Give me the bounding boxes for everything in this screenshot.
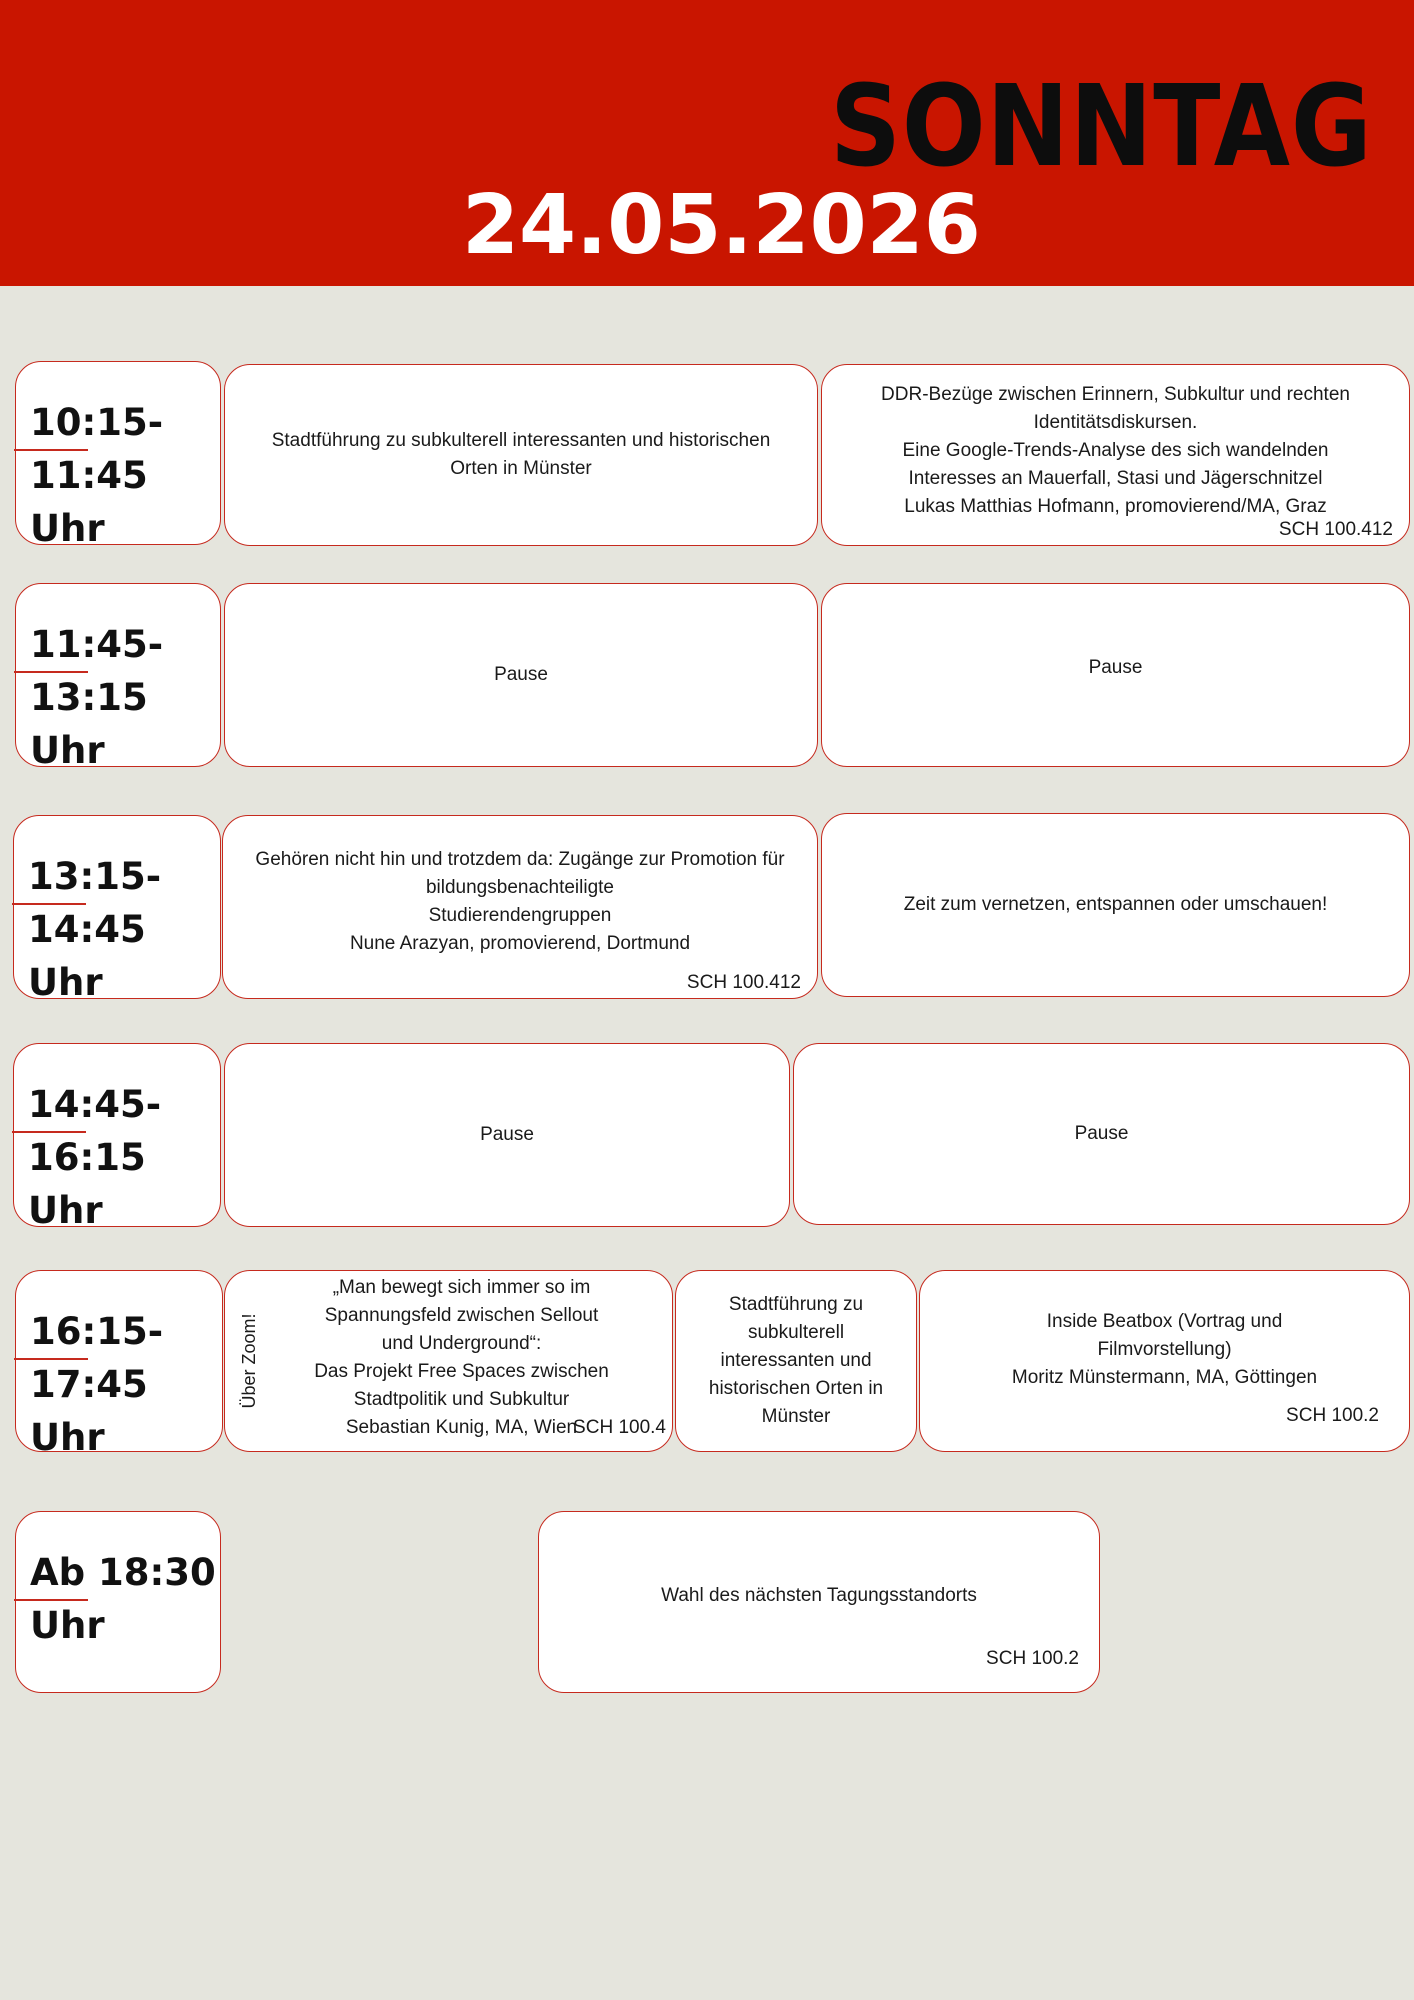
- event-text: Stadtführung zu subkulterell interessanten und historischen Orten in Münster: [708, 1294, 884, 1427]
- event-beatbox-talk: [919, 1270, 1410, 1452]
- event-pause: [224, 583, 818, 767]
- event-venue-election: [538, 1511, 1100, 1693]
- date-title: 24.05.2026: [462, 178, 981, 273]
- event-text: Gehören nicht hin und trotzdem da: Zugänge zur Promotion für bildungsbenachteiligte Studierendengruppen Nune Arazyan, promovierend, Dortmund: [255, 849, 785, 954]
- time-label: 14:45- 16:15 Uhr: [28, 1083, 162, 1232]
- event-text: „Man bewegt sich immer so im Spannungsfeld zwischen Sellout und Underground“: Das Projekt Free Spaces zwischen Stadtpolitik und Subkultur Sebastian Kunig, MA, Wien: [314, 1277, 609, 1438]
- event-text: DDR-Bezüge zwischen Erinnern, Subkultur und rechten Identitätsdiskursen. Eine Google-Trends-Analyse des sich wandelnden Interesses an Mauerfall, Stasi und Jägerschnitzel Lukas Matthias Hofmann, promovierend/MA, Graz: [881, 384, 1350, 517]
- time-label: 10:15- 11:45 Uhr: [30, 401, 164, 550]
- event-text: Inside Beatbox (Vortrag und Filmvorstellung) Moritz Münstermann, MA, Göttingen: [1011, 1311, 1318, 1388]
- room-label: SCH 100.412: [1278, 519, 1393, 540]
- day-title: SONNTAG: [830, 62, 1373, 192]
- event-pause: [821, 583, 1410, 767]
- time-slot-4: [13, 1043, 221, 1232]
- event-city-tour: [224, 364, 818, 546]
- event-text: Zeit zum vernetzen, entspannen oder umschauen!: [903, 894, 1328, 915]
- time-slot-5: [15, 1270, 223, 1459]
- event-pause: [793, 1043, 1410, 1225]
- divider: [14, 449, 88, 451]
- event-free-spaces-talk: [224, 1270, 673, 1452]
- time-label: 11:45- 13:15 Uhr: [30, 623, 164, 772]
- event-text: Wahl des nächsten Tagungsstandorts: [661, 1585, 977, 1606]
- event-pause: [224, 1043, 790, 1227]
- event-networking: [821, 813, 1410, 997]
- event-text: Pause: [1088, 657, 1143, 678]
- time-label: Ab 18:30 Uhr: [30, 1551, 216, 1647]
- event-text: Pause: [494, 664, 548, 685]
- room-label: SCH 100.2: [986, 1648, 1079, 1669]
- event-promotion-talk: [222, 815, 818, 999]
- room-label: SCH 100.412: [686, 972, 801, 993]
- room-label: SCH 100.2: [1286, 1405, 1379, 1426]
- time-label: 16:15- 17:45 Uhr: [30, 1310, 164, 1459]
- time-slot-6: [15, 1511, 221, 1693]
- event-text: Pause: [1074, 1123, 1129, 1144]
- event-text: Pause: [480, 1124, 534, 1145]
- event-ddr-talk: [821, 364, 1410, 546]
- divider: [14, 671, 88, 673]
- divider: [12, 903, 86, 905]
- header-banner: [0, 0, 1414, 286]
- time-slot-3: [13, 815, 221, 1004]
- event-city-tour: [675, 1270, 917, 1452]
- time-label: 13:15- 14:45 Uhr: [28, 855, 162, 1004]
- zoom-note: Über Zoom!: [239, 1313, 259, 1409]
- room-label: SCH 100.4: [573, 1417, 666, 1438]
- time-slot-2: [15, 583, 221, 772]
- time-slot-1: [15, 361, 221, 550]
- event-text: Stadtführung zu subkulterell interessanten und historischen Orten in Münster: [271, 430, 771, 479]
- divider: [14, 1599, 88, 1601]
- divider: [12, 1131, 86, 1133]
- divider: [14, 1358, 88, 1360]
